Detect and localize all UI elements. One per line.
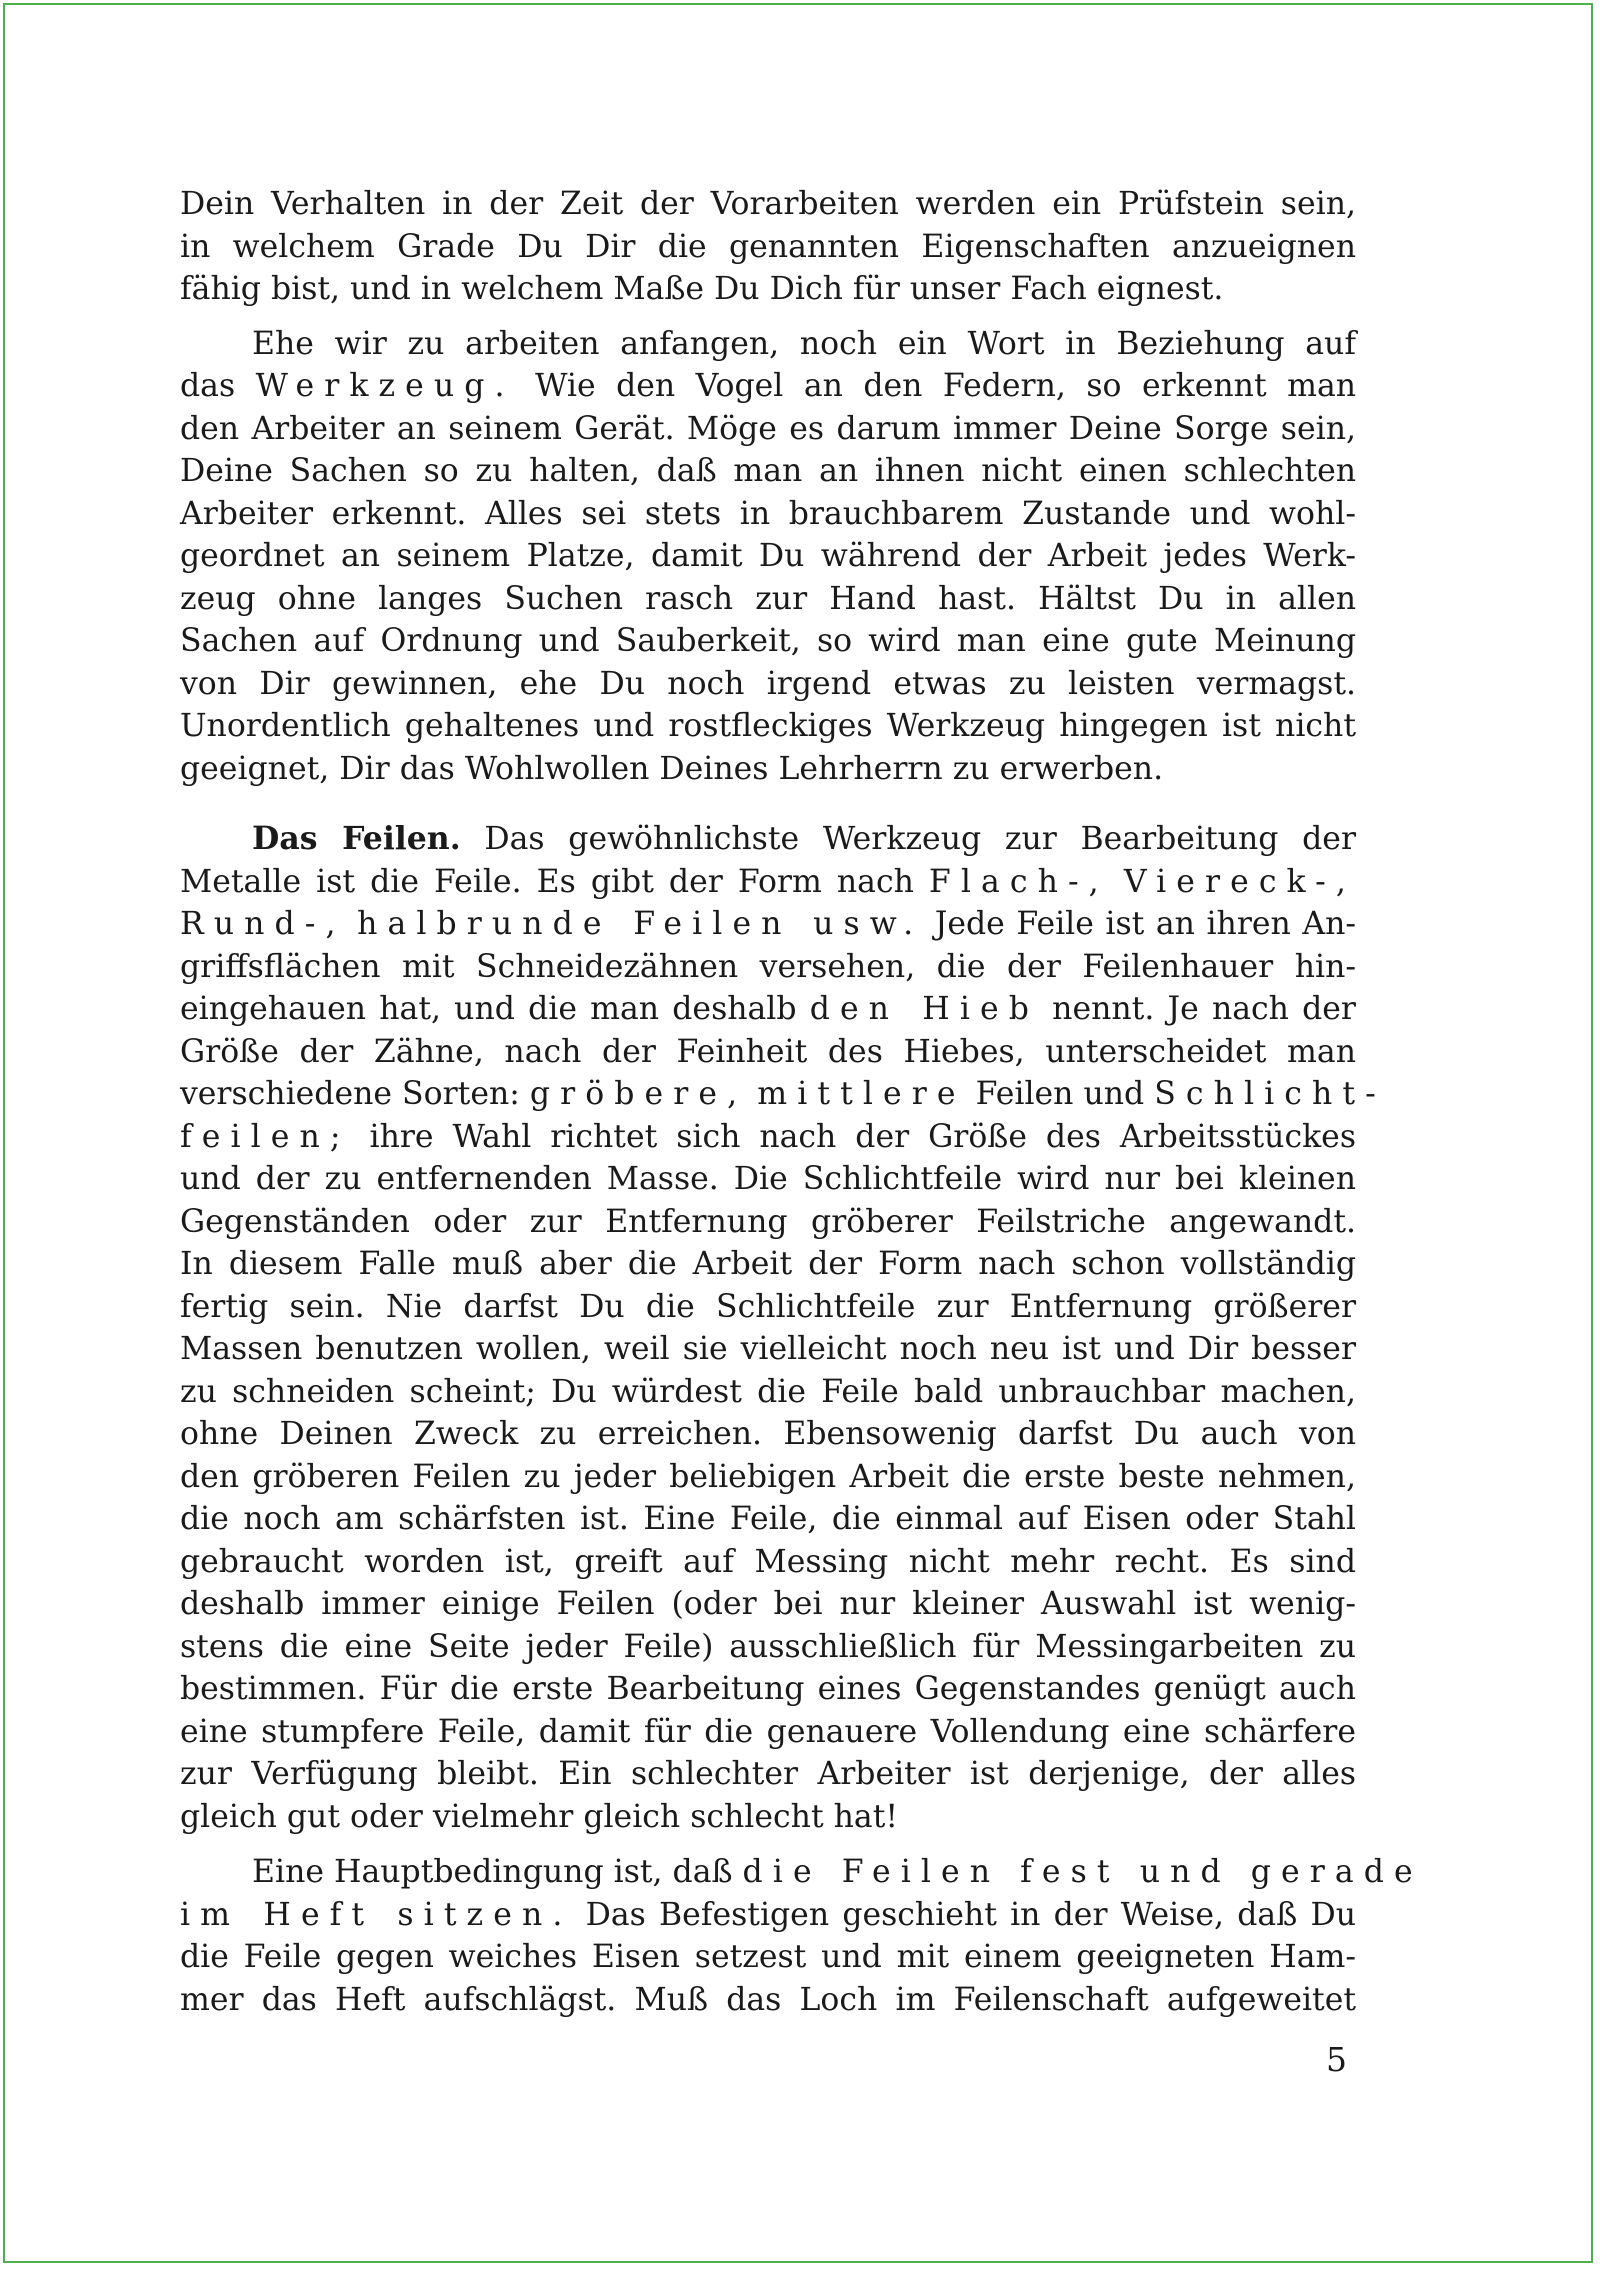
text-line: Massen benutzen wollen, weil sie vielleicht noch neu ist und Dir besser bbox=[180, 1331, 1356, 1367]
text-line: zeug ohne langes Suchen rasch zur Hand hast. Hältst Du in allen bbox=[180, 580, 1356, 617]
text-line: den Arbeiter an seinem Gerät. Möge es darum immer Deine Sorge sein, bbox=[180, 410, 1356, 447]
text-line: und der zu entfernenden Masse. Die Schlichtfeile wird nur bei kleinen bbox=[180, 1161, 1356, 1197]
text-run: Jede Feile ist an ihren An- bbox=[923, 906, 1357, 942]
text-line: zu schneiden scheint; Du würdest die Feile bald unbrauchbar machen, bbox=[180, 1373, 1356, 1410]
text-line: fertig sein. Nie darfst Du die Schlichtfeile zur Entfernung größerer bbox=[180, 1288, 1356, 1325]
text-run: verschiedene Sorten: bbox=[180, 1076, 530, 1112]
spaced-term: Rund-, bbox=[180, 906, 346, 942]
text-line: gleich gut oder vielmehr gleich schlecht hat! bbox=[180, 1798, 899, 1835]
text-line: fähig bist, und in welchem Maße Du Dich für unser Fach eignest. bbox=[180, 271, 1224, 307]
spaced-term: mittlere bbox=[757, 1076, 966, 1112]
text-line bbox=[180, 861, 1356, 904]
text-line: Arbeiter erkennt. Alles sei stets in brauchbarem Zustande und wohl- bbox=[180, 495, 1356, 532]
text-line: deshalb immer einige Feilen (oder bei nur kleiner Auswahl ist wenig- bbox=[180, 1586, 1356, 1622]
spaced-term: Schlicht- bbox=[1154, 1076, 1386, 1112]
text-run: nennt. Je nach der bbox=[1038, 991, 1356, 1027]
text-line: mer das Heft aufschlägst. Muß das Loch im Feilenschaft aufgeweitet bbox=[180, 1981, 1356, 2018]
text-line bbox=[180, 1116, 1356, 1159]
text-line: bestimmen. Für die erste Bearbeitung eines Gegenstandes genügt auch bbox=[180, 1671, 1356, 1707]
text-line: Größe der Zähne, nach der Feinheit des Hiebes, unterscheidet man bbox=[180, 1033, 1356, 1070]
text-line: Unordentlich gehaltenes und rostfleckiges Werkzeug hingegen ist nicht bbox=[180, 708, 1356, 744]
spaced-term: die Feilen fest und gerade bbox=[742, 1854, 1423, 1890]
text-line bbox=[180, 903, 1356, 946]
text-line: In diesem Falle muß aber die Arbeit der Form nach schon vollständig bbox=[180, 1246, 1356, 1282]
paragraph-1 bbox=[180, 183, 1356, 311]
spaced-term: Werkzeug. bbox=[255, 368, 515, 404]
text-line bbox=[180, 1073, 1386, 1116]
text-line: die noch am schärfsten ist. Eine Feile, die einmal auf Eisen oder Stahl bbox=[180, 1501, 1356, 1537]
text-run: Feilen und bbox=[965, 1076, 1155, 1112]
text-run: das bbox=[180, 368, 256, 404]
text-run: Das gewöhnlichste Werkzeug zur Bearbeitung der bbox=[460, 821, 1356, 857]
text-line: Ehe wir zu arbeiten anfangen, noch ein Wort in Beziehung auf bbox=[252, 325, 1356, 362]
text-line bbox=[180, 1851, 1423, 1894]
text-run: Wie den Vogel an den Federn, so erkennt man bbox=[514, 368, 1357, 404]
text-line: eine stumpfere Feile, damit für die genauere Vollendung eine schärfere bbox=[180, 1713, 1356, 1750]
spaced-term: den Hieb bbox=[809, 991, 1039, 1027]
text-line: geordnet an seinem Platze, damit Du während der Arbeit jedes Werk- bbox=[180, 538, 1356, 574]
spaced-term: gröbere, bbox=[529, 1076, 748, 1112]
text-run: Metalle ist die Feile. Es gibt der Form nach bbox=[180, 863, 929, 900]
text-line: zur Verfügung bleibt. Ein schlechter Arbeiter ist derjenige, der alles bbox=[180, 1756, 1356, 1792]
text-line: ohne Deinen Zweck zu erreichen. Ebensowenig darfst Du auch von bbox=[180, 1416, 1356, 1452]
text-line: die Feile gegen weiches Eisen setzest und mit einem geeigneten Ham- bbox=[180, 1939, 1356, 1975]
spaced-term: im Heft sitzen. bbox=[180, 1896, 573, 1933]
text-line bbox=[180, 365, 1356, 408]
paragraph-3 bbox=[180, 818, 1386, 1838]
spaced-term: Flach-, bbox=[928, 863, 1109, 900]
text-line bbox=[180, 988, 1356, 1031]
text-line: gebraucht worden ist, greift auf Messing nicht mehr recht. Es sind bbox=[180, 1543, 1356, 1580]
spaced-term: halbrunde Feilen usw. bbox=[357, 906, 924, 942]
text-line: den gröberen Feilen zu jeder beliebigen Arbeit die erste beste nehmen, bbox=[180, 1458, 1356, 1495]
text-run: eingehauen hat, und die man deshalb bbox=[180, 991, 810, 1027]
text-line: von Dir gewinnen, ehe Du noch irgend etwas zu leisten vermagst. bbox=[180, 665, 1356, 702]
page-number: 5 bbox=[1326, 2040, 1347, 2079]
spaced-term: feilen; bbox=[180, 1118, 351, 1155]
paragraph-4 bbox=[180, 1851, 1423, 2021]
text-line: in welchem Grade Du Dir die genannten Eigenschaften anzueignen bbox=[180, 228, 1356, 265]
text-line bbox=[180, 818, 1356, 861]
text-run: Eine Hauptbedingung ist, daß bbox=[252, 1854, 743, 1890]
paragraph-2 bbox=[180, 323, 1356, 791]
section-heading: Das Feilen. bbox=[252, 820, 461, 857]
text-line: stens die eine Seite jeder Feile) ausschließlich für Messingarbeiten zu bbox=[180, 1628, 1356, 1665]
text-line: Sachen auf Ordnung und Sauberkeit, so wird man eine gute Meinung bbox=[180, 623, 1356, 659]
document-page bbox=[180, 183, 1423, 2021]
text-line: Deine Sachen so zu halten, daß man an ihnen nicht einen schlechten bbox=[180, 453, 1356, 489]
text-line: Gegenständen oder zur Entfernung gröberer Feilstriche angewandt. bbox=[180, 1203, 1356, 1240]
text-line bbox=[180, 1894, 1356, 1937]
text-line: griffsflächen mit Schneidezähnen versehen, die der Feilenhauer hin- bbox=[180, 948, 1356, 985]
text-run: ihre Wahl richtet sich nach der Größe des Arbeitsstückes bbox=[350, 1118, 1356, 1155]
text-line: geeignet, Dir das Wohlwollen Deines Lehrherrn zu erwerben. bbox=[180, 750, 1164, 787]
text-run: Das Befestigen geschieht in der Weise, daß Du bbox=[572, 1896, 1356, 1933]
spaced-term: Viereck-, bbox=[1123, 863, 1356, 900]
text-line: Dein Verhalten in der Zeit der Vorarbeiten werden ein Prüfstein sein, bbox=[180, 186, 1356, 222]
